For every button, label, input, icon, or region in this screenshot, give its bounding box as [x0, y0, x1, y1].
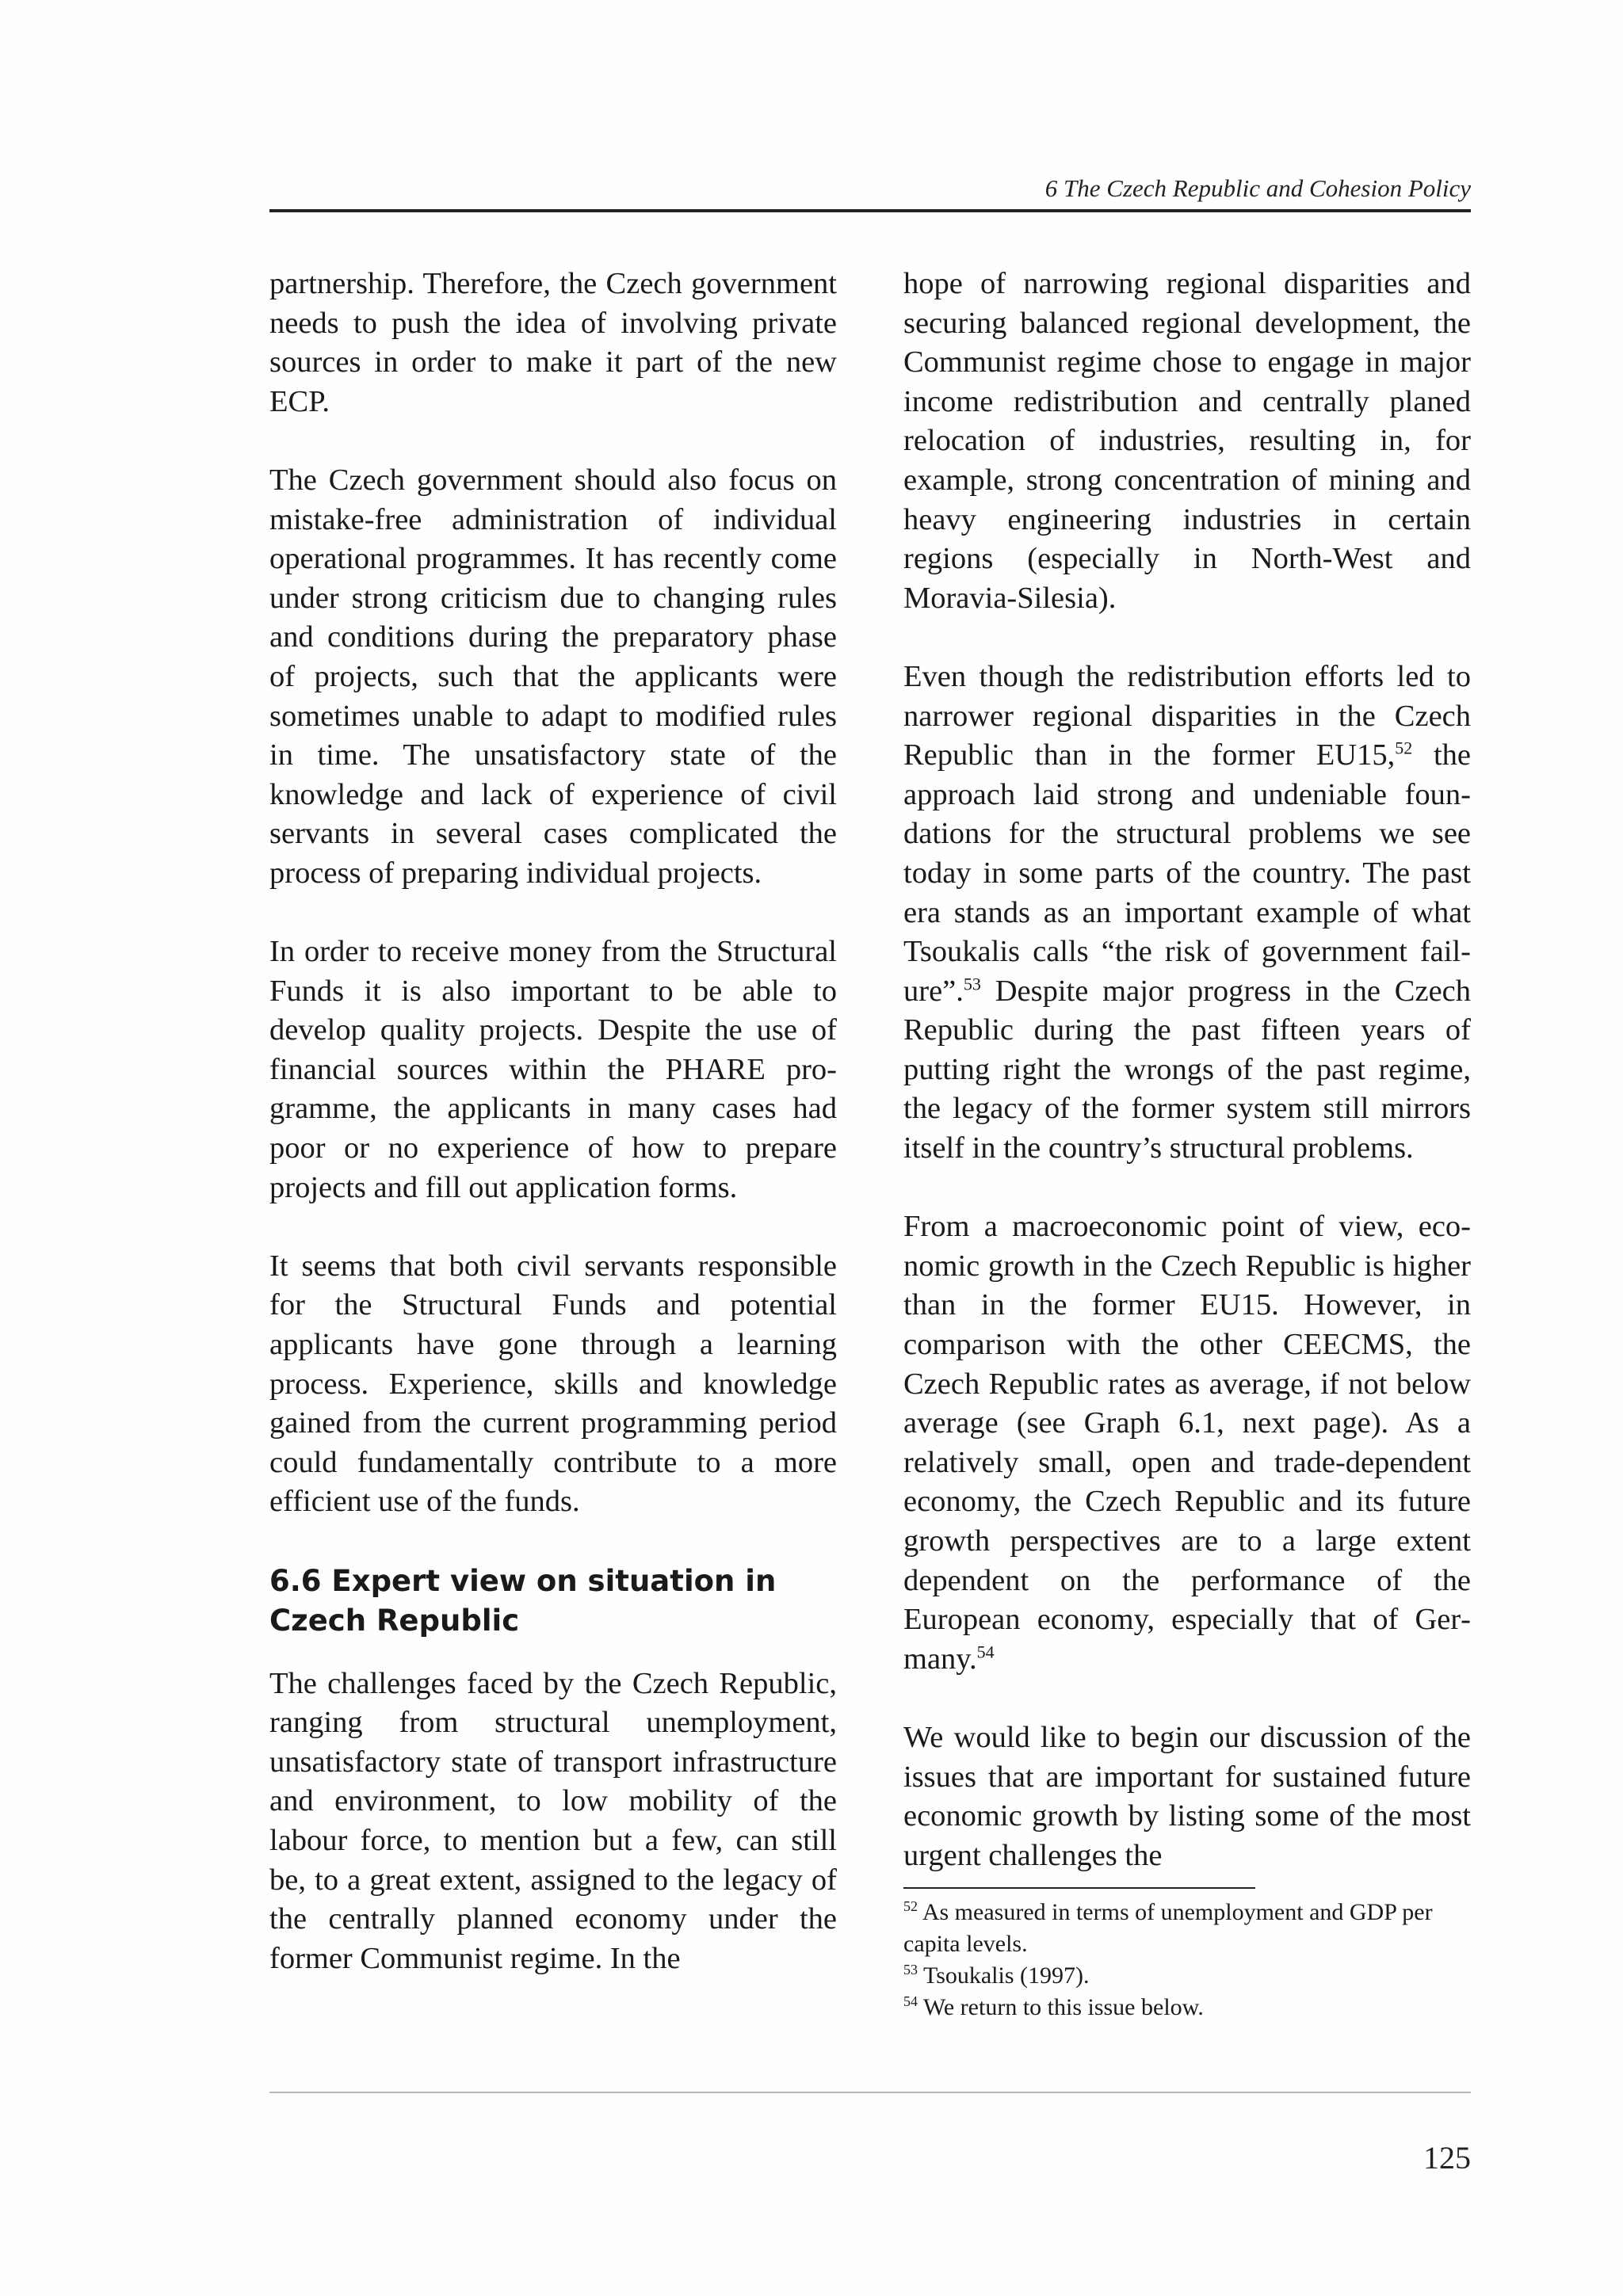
- footnote-text: As measured in terms of unemployment and GDP per capita levels.: [903, 1899, 1433, 1957]
- left-column: [269, 265, 837, 1978]
- paragraph: The challenges faced by the Czech Republic, ranging from structural unemployment, unsatisfactory state of transport infrastructure and environment, to low mobility of the labour force, to mention but a few, can still be, to a great extent, assigned to the legacy of the centrally planned economy under the former Communist regime. In the: [269, 1666, 837, 1975]
- footnote-rule: [903, 1887, 1255, 1889]
- text-run: From a macroeconomic point of view, economic growth in the Czech Republic is higher than in the former EU15. However, in comparison with the other CEECMS, the Czech Republic rates as average, if not below average (see Graph 6.1, next page). As a relatively small, open and trade-dependent economy, the Czech Republic and its future growth perspectives are to a large extent dependent on the performance of the European economy, especially that of Germany.: [903, 1210, 1471, 1676]
- text-run: Despite major progress in the Czech Republic during the past fifteen years of putting right the wrongs of the past regime, the legacy of the former system still mirrors itself in the country’s structural problems.: [903, 974, 1471, 1165]
- paragraph: In order to receive money from the Structural Funds it is also important to be able to develop quality projects. Despite the use of financial sources within the PHARE programme, the applicants in many cases had poor or no experience of how to prepare projects and fill out application forms.: [269, 935, 837, 1204]
- footnote: [903, 1897, 1471, 1960]
- header-rule: [269, 209, 1471, 212]
- footnote: [903, 1960, 1471, 1992]
- footnote-text: Tsoukalis (1997).: [918, 1962, 1090, 1989]
- section-heading: 6.6 Expert view on situation in Czech Republic: [269, 1563, 777, 1638]
- footnote-ref[interactable]: 53: [963, 974, 981, 994]
- footnote-number: 53: [903, 1962, 918, 1978]
- paragraph: partnership. Therefore, the Czech government needs to push the idea of involving private sources in order to make it part of the new ECP.: [269, 267, 837, 418]
- footnote-text: We return to this issue below.: [918, 1994, 1204, 2020]
- footnotes: [903, 1897, 1471, 2023]
- paragraph: The Czech government should also focus on mistake-free administration of individual operational programmes. It has recently come under strong criticism due to changing rules and conditions during the preparatory phase of projects, such that the applicants were sometimes unable to adapt to modified rules in time. The unsatisfactory state of the knowledge and lack of experience of civil servants in several cases complicated the process of preparing individual projects.: [269, 463, 837, 890]
- footnote-ref[interactable]: 54: [976, 1642, 995, 1662]
- right-column: [903, 265, 1471, 1875]
- paragraph: It seems that both civil servants responsible for the Structural Funds and potential applicants have gone through a learning process. Experience, skills and knowledge gained from the current programming period could fundamentally contribute to a more efficient use of the funds.: [269, 1249, 837, 1519]
- paragraph: We would like to begin our discussion of the issues that are important for sustained future economic growth by listing some of the most urgent challenges the: [903, 1720, 1471, 1872]
- footer-rule: [269, 2092, 1471, 2093]
- paragraph: hope of narrowing regional disparities and securing balanced regional development, the Communist regime chose to engage in major income redistribution and centrally planed relocation of industries, resulting in, for example, strong concentration of mining and heavy engineering industries in certain regions (especially in North-West and Moravia-Silesia).: [903, 267, 1471, 615]
- text-run: the approach laid strong and undeniable foundations for the structural problems we see today in some parts of the country. The past era stands as an important example of what Tsoukalis calls “the risk of government failure”.: [903, 738, 1471, 1008]
- paragraph: [903, 658, 1471, 1169]
- running-head: 6 The Czech Republic and Cohesion Policy: [1044, 174, 1471, 202]
- footnote: [903, 1992, 1471, 2023]
- text-run: Even though the redistribution efforts led to narrower regional disparities in the Czech Republic than in the former EU15,: [903, 659, 1471, 772]
- footnote-number: 52: [903, 1898, 918, 1915]
- page-number: 125: [1423, 2140, 1471, 2176]
- paragraph: [903, 1207, 1471, 1679]
- footnote-ref[interactable]: 52: [1395, 738, 1413, 758]
- footnote-number: 54: [903, 1993, 918, 2010]
